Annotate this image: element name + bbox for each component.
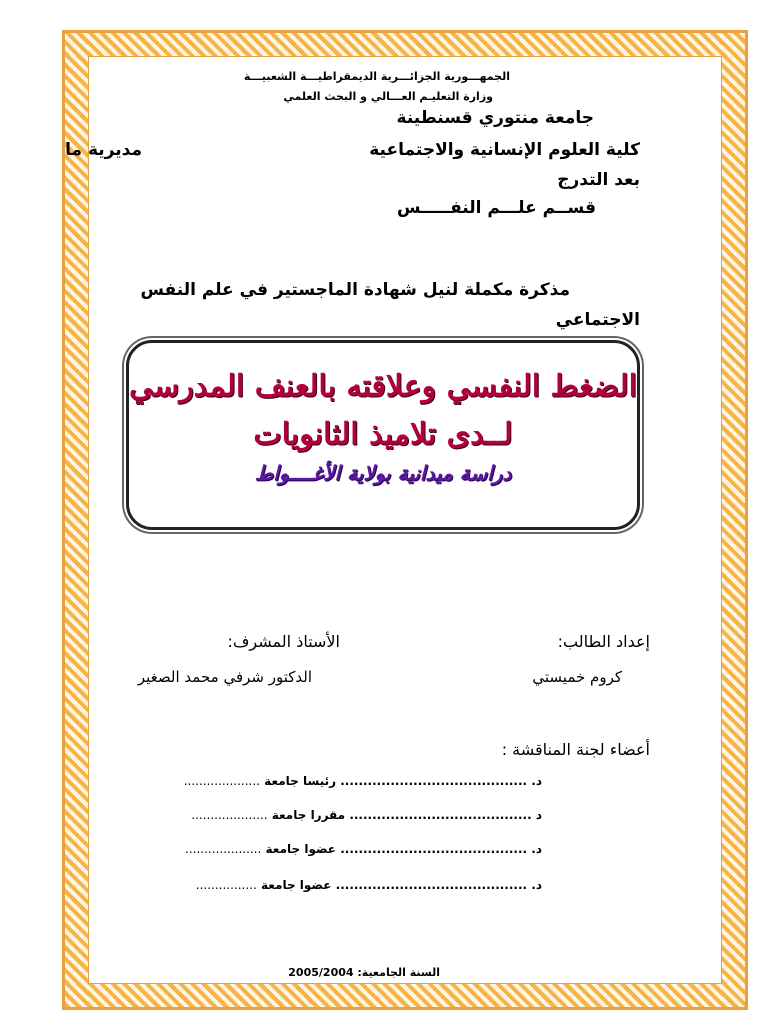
supervisor-label: الأستاذ المشرف: [227,632,340,651]
department-name: قســم علـــم النفـــــس [396,198,596,218]
committee-row-dots: ................ [195,878,257,892]
committee-row-2 [191,808,542,822]
thesis-purpose-line1: مذكرة مكملة لنيل شهادة الماجستير في علم النفس [140,280,570,300]
committee-heading: أعضاء لجنة المناقشة : [501,740,650,759]
republic-header: الجمهـــورية الجزائـــرية الديمقراطيـــة الشعبيـــة [243,70,510,83]
student-name: كروم خميستي [532,668,622,686]
academic-year [288,966,440,979]
supervisor-name: الدكتور شرفي محمد الصغير [137,668,312,686]
committee-row-role: رئيسا جامعة [264,774,337,788]
committee-row-dots: .................... [191,808,268,822]
faculty-name: كلية العلوم الإنسانية والاجتماعية [369,140,640,160]
committee-row-dots: .................... [185,842,262,856]
committee-row-dots: .................... [183,774,260,788]
committee-row-prefix: د. .......................................... [335,878,542,892]
academic-year-value: 2005/2004 [288,966,354,979]
committee-row-role: عضوا جامعة [265,842,337,856]
ministry-header: وزارة التعليـم العـــالي و البحث العلمي [283,90,493,103]
university-name: جامعة منتوري قسنطينة [396,108,594,128]
committee-row-3 [185,842,542,856]
thesis-purpose-line2: الاجتماعي [555,310,640,330]
committee-row-prefix: د ........................................ [349,808,542,822]
committee-row-prefix: د. ......................................... [340,774,542,788]
thesis-title-line1: الضغط النفسي وعلاقته بالعنف المدرسي [129,369,637,404]
thesis-title-line3: دراسة ميدانية بولاية الأغــــواط [254,461,512,485]
committee-row-1 [184,774,542,788]
directorate-label: مديرية ما [65,140,142,160]
thesis-title-box [126,340,640,530]
academic-year-label: السنة الجامعية: [357,966,440,979]
committee-row-4 [196,878,542,892]
post-graduation-label: بعد التدرج [557,170,640,190]
thesis-title-line2: لــدى تلاميذ الثانويات [253,417,513,452]
student-label: إعداد الطالب: [557,632,650,651]
committee-row-role: عضوا جامعة [260,878,332,892]
committee-row-prefix: د. ......................................... [340,842,542,856]
committee-row-role: مقررا جامعة [271,808,346,822]
